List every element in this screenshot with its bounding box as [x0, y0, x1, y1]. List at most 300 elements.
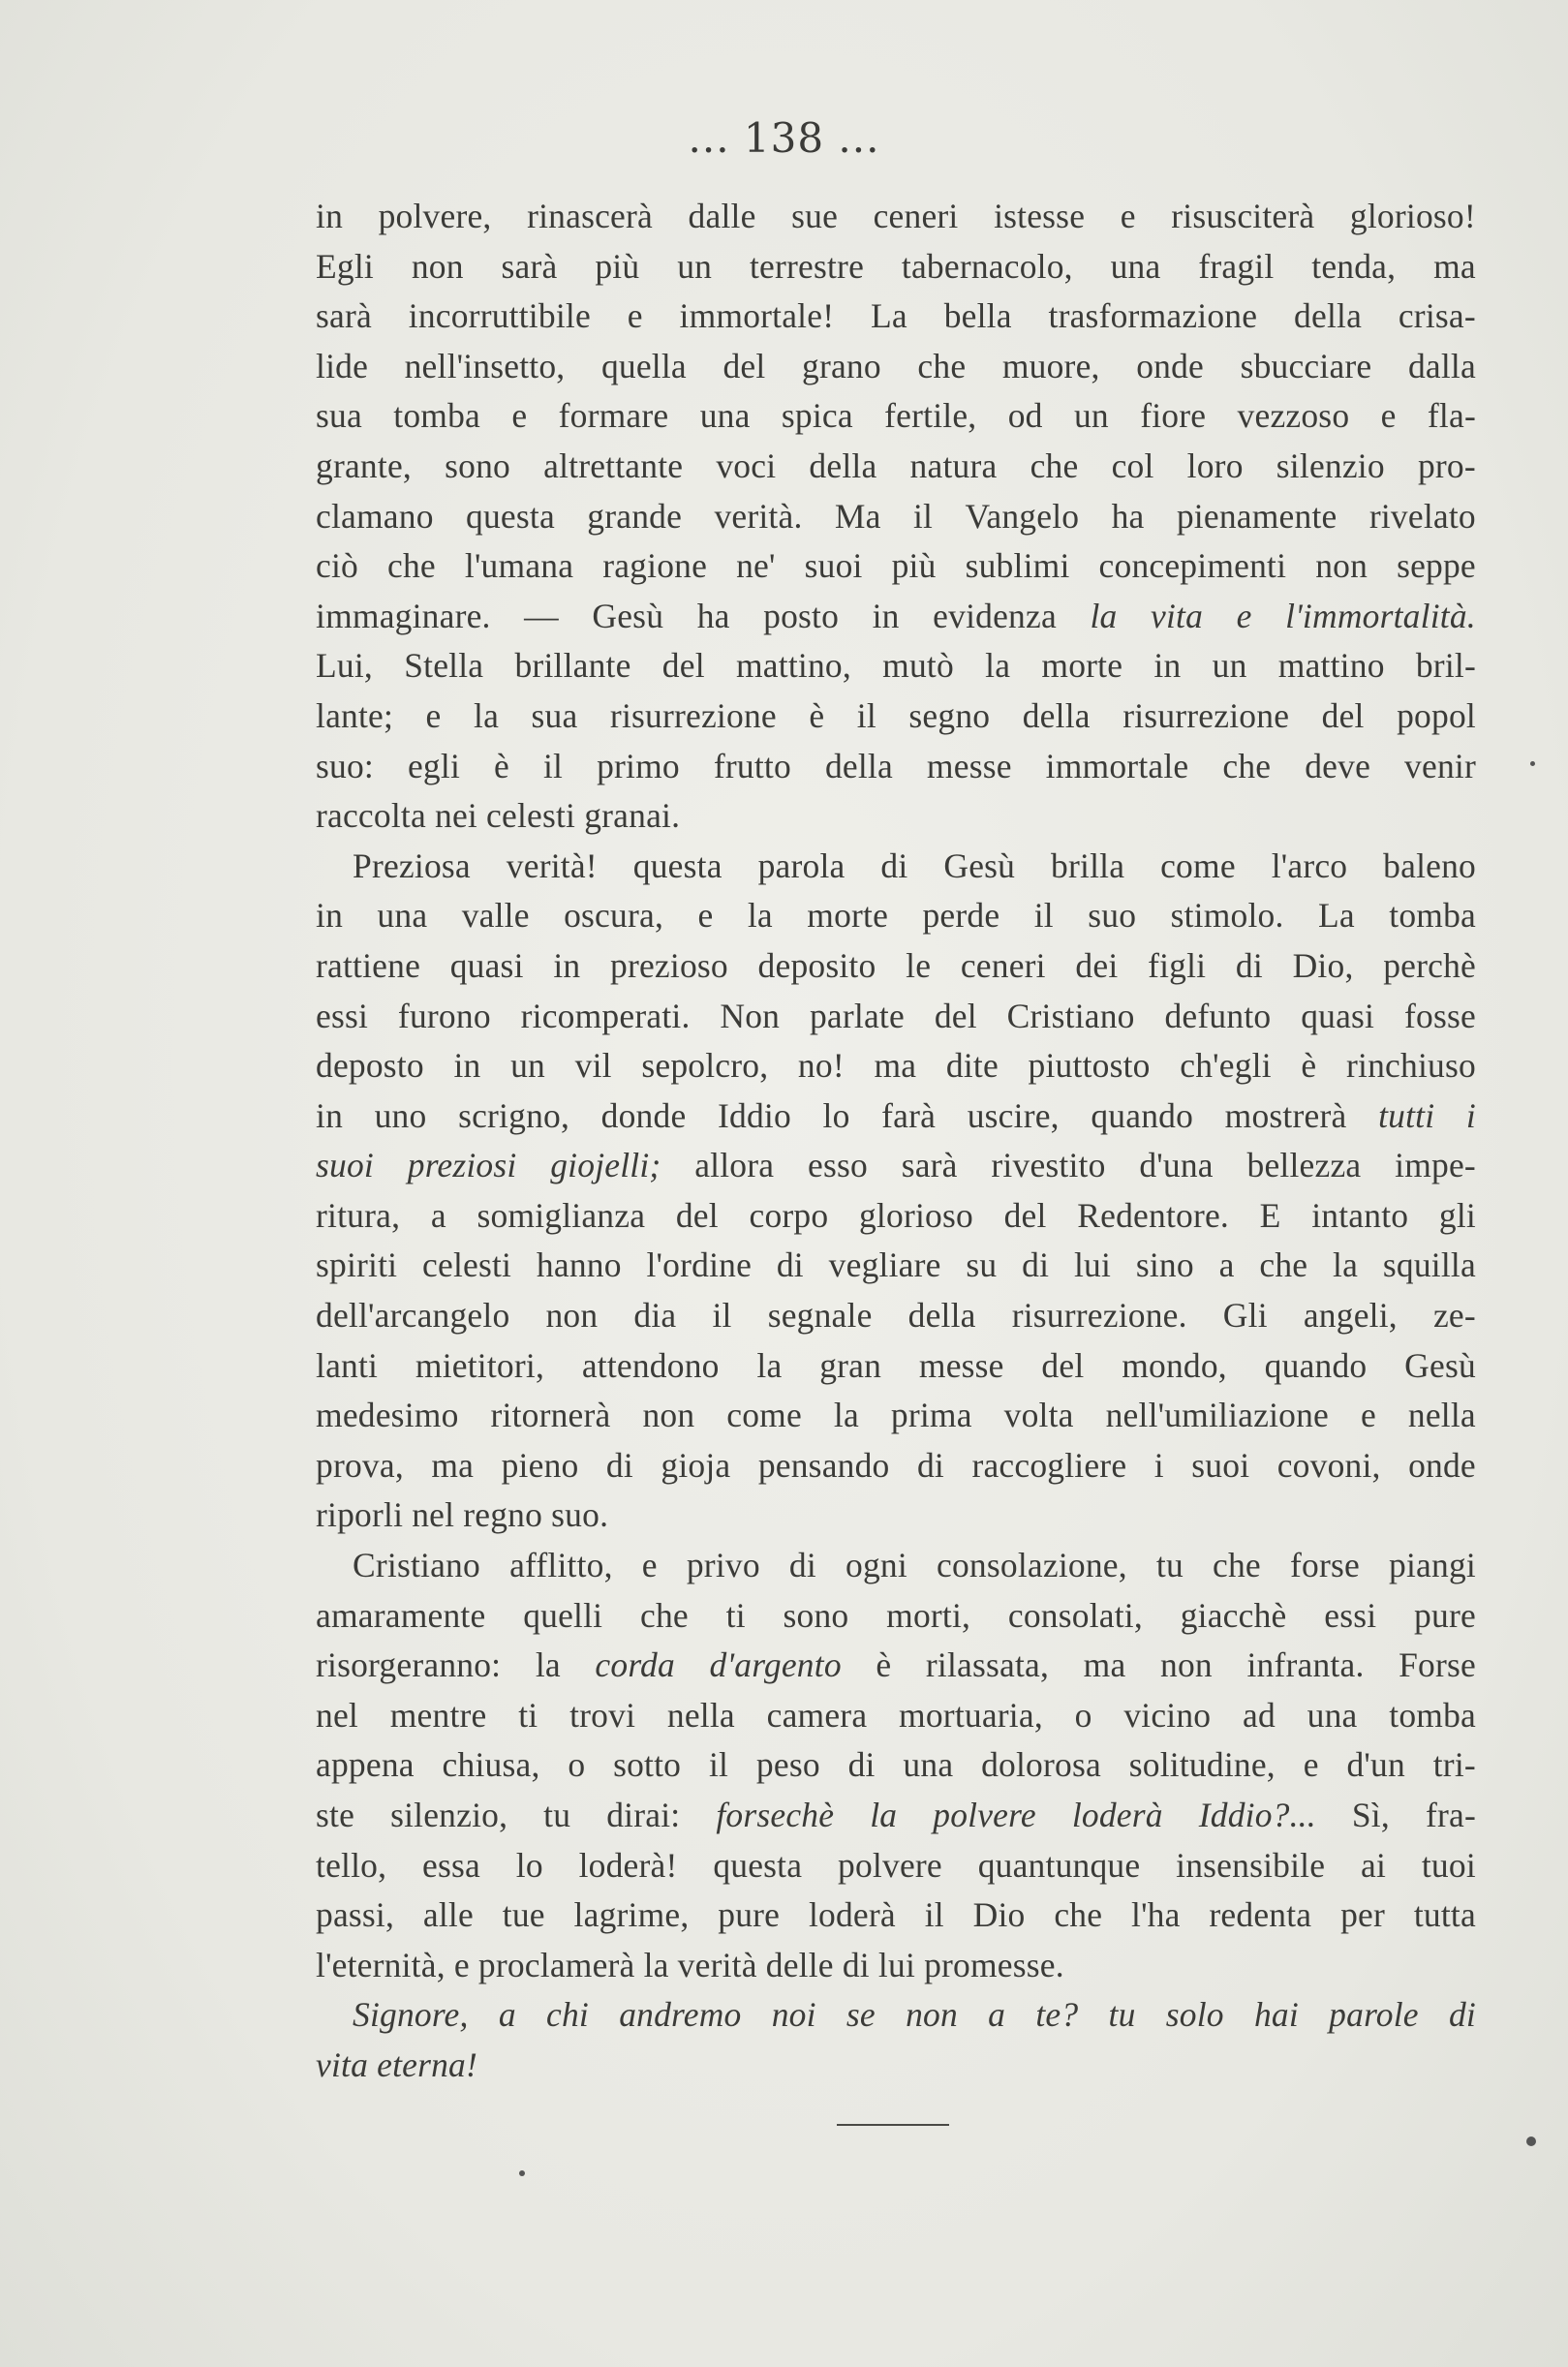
word: l'arco	[1271, 845, 1348, 885]
italic-word: la	[870, 1796, 898, 1834]
word: sua	[316, 396, 362, 436]
word: di	[776, 1245, 804, 1285]
word: la	[747, 896, 773, 936]
word: come	[726, 1396, 802, 1435]
word: farà	[881, 1095, 937, 1135]
word: un	[510, 1046, 546, 1086]
word: dia	[633, 1296, 677, 1336]
word: suo	[1088, 896, 1137, 936]
italic-word: la	[1090, 596, 1118, 635]
word: —	[524, 596, 559, 635]
word: Sì,	[1351, 1796, 1390, 1834]
text-line	[316, 641, 1476, 692]
word: quando	[1091, 1095, 1194, 1135]
word: più	[595, 246, 640, 286]
word: somiglianza	[477, 1195, 646, 1235]
word: è	[809, 695, 825, 735]
word: ha	[1111, 496, 1145, 536]
text-line	[316, 692, 1476, 742]
italic-word: i	[1465, 1095, 1476, 1135]
word: questa	[713, 1845, 803, 1885]
word: quantunque	[977, 1845, 1141, 1885]
word: mentre	[389, 1695, 487, 1735]
word: che	[387, 546, 436, 586]
word: più	[891, 546, 937, 586]
word: angeli,	[1303, 1296, 1398, 1336]
italic-word: solo	[1165, 1995, 1224, 2035]
word: tutta	[1413, 1895, 1476, 1935]
text-line	[316, 941, 1476, 992]
text-line	[316, 242, 1476, 292]
word: e	[1303, 1745, 1319, 1785]
italic-word: suoi	[316, 1146, 374, 1185]
word: passi,	[316, 1895, 395, 1935]
italic-word: e	[1236, 596, 1252, 635]
text-line	[316, 492, 1476, 542]
italic-word: noi	[771, 1995, 816, 2035]
word: il	[1033, 896, 1054, 936]
word: col	[1111, 446, 1154, 485]
word: in	[316, 1095, 344, 1135]
word: suoi	[1191, 1445, 1250, 1485]
word: Vangelo	[965, 496, 1080, 536]
word: bella	[943, 296, 1012, 336]
word: e	[641, 1546, 658, 1585]
word: fragil	[1198, 246, 1275, 286]
word: medesimo	[316, 1396, 459, 1435]
italic-word: preziosi	[407, 1146, 517, 1185]
italic-word: a	[988, 1995, 1006, 2035]
word: silenzio	[1276, 446, 1385, 485]
italic-word: chi	[545, 1995, 589, 2035]
text-line	[316, 891, 1476, 941]
word: glorioso	[858, 1195, 973, 1235]
text-line	[316, 842, 1476, 892]
italic-word: loderà	[1071, 1796, 1163, 1834]
word: celesti	[422, 1245, 512, 1285]
word: morte	[1041, 646, 1123, 686]
word: donde	[600, 1095, 687, 1135]
ink-speck	[519, 2170, 525, 2176]
word: Forse	[1399, 1645, 1476, 1685]
text-line	[316, 1740, 1476, 1791]
word: rinascerà	[527, 197, 653, 235]
word: Preziosa	[353, 845, 471, 885]
text-line	[316, 1291, 1476, 1341]
word: piangi	[1389, 1546, 1476, 1585]
page-number: ... 138 ...	[688, 114, 880, 162]
word: Dio	[972, 1895, 1026, 1935]
word: non	[545, 1296, 599, 1336]
italic-word: te?	[1035, 1995, 1079, 2035]
word: ma	[874, 1046, 917, 1086]
word: parola	[757, 845, 845, 885]
word: che	[1213, 1546, 1261, 1585]
word: seppe	[1397, 546, 1476, 586]
text-line	[316, 1541, 1476, 1591]
word: defunto	[1164, 996, 1272, 1035]
word: ti	[725, 1595, 746, 1635]
word: ceneri	[960, 945, 1046, 985]
word: rinchiuso	[1346, 1046, 1476, 1086]
end-rule	[837, 2124, 949, 2126]
word: ad	[1243, 1695, 1276, 1735]
text-line	[316, 1491, 1476, 1541]
word: onde	[1408, 1445, 1476, 1485]
word: lide	[316, 346, 369, 385]
word: no!	[797, 1046, 845, 1086]
word: loderà	[808, 1895, 896, 1935]
word: una	[377, 896, 428, 936]
italic-word: polvere	[933, 1796, 1036, 1834]
word: una	[699, 396, 751, 436]
word: Gesù	[943, 845, 1016, 885]
word: e	[1360, 1396, 1376, 1435]
word: La	[871, 296, 907, 336]
word: insensibile	[1176, 1845, 1326, 1885]
word: in	[316, 896, 344, 936]
italic-text: vita eterna!	[316, 2044, 478, 2084]
word: squilla	[1382, 1245, 1476, 1285]
word: che	[1259, 1245, 1308, 1285]
italic-word: vita	[1150, 596, 1204, 635]
word: infranta.	[1246, 1645, 1365, 1685]
word: E	[1259, 1195, 1281, 1235]
word: privo	[686, 1546, 760, 1585]
word: un	[1073, 396, 1109, 436]
italic-word: andremo	[619, 1995, 742, 2035]
word: Gesù	[1404, 1345, 1476, 1385]
text-line	[316, 1641, 1476, 1691]
italic-word: se	[845, 1995, 876, 2035]
word: corpo	[749, 1195, 829, 1235]
word: dei	[1075, 945, 1119, 985]
word: rivestito	[991, 1146, 1106, 1185]
text-segment: raccolta nei celesti granai.	[316, 796, 681, 836]
word: e	[697, 896, 714, 936]
word: tu	[543, 1796, 571, 1834]
word: tue	[502, 1895, 545, 1935]
word: il	[712, 1296, 732, 1336]
word: di	[788, 1546, 816, 1585]
word: è	[1301, 1046, 1317, 1086]
word: volta	[1003, 1396, 1074, 1435]
text-line	[316, 1990, 1476, 2041]
word: verità!	[506, 845, 598, 885]
word: gli	[1438, 1195, 1476, 1235]
word: sino	[1135, 1245, 1194, 1285]
word: del	[1041, 1345, 1085, 1385]
italic-word: di	[1448, 1995, 1476, 2035]
word: la	[1333, 1245, 1359, 1285]
text-line	[316, 742, 1476, 792]
word: Stella	[404, 646, 484, 686]
word: e	[627, 296, 643, 336]
text-segment: riporli nel regno suo.	[316, 1495, 609, 1535]
word: fosse	[1403, 996, 1476, 1035]
word: dalla	[1407, 346, 1476, 385]
word: figli	[1148, 945, 1207, 985]
word: hanno	[536, 1245, 622, 1285]
word: gran	[819, 1345, 882, 1385]
word: l'umana	[464, 546, 574, 586]
text-line	[316, 1191, 1476, 1242]
word: covoni,	[1276, 1445, 1381, 1485]
word: e	[1380, 396, 1397, 436]
word: ma	[431, 1445, 475, 1485]
word: nella	[666, 1695, 735, 1735]
text-line	[316, 1241, 1476, 1291]
text-line	[316, 2041, 1476, 2091]
word: gioja	[661, 1445, 731, 1485]
word: pure	[718, 1895, 781, 1935]
word: polvere,	[378, 197, 492, 235]
text-line	[316, 1591, 1476, 1642]
text-line	[316, 1391, 1476, 1441]
word: clamano	[316, 496, 434, 536]
word: di	[1235, 945, 1263, 985]
word: allora	[694, 1146, 775, 1185]
word: in	[1153, 646, 1182, 686]
italic-word: l'immortalità.	[1285, 596, 1476, 635]
word: alle	[422, 1895, 474, 1935]
word: tomba	[393, 396, 480, 436]
word: di	[605, 1445, 633, 1485]
word: sublimi	[965, 546, 1070, 586]
word: il	[708, 1745, 729, 1785]
text-line	[316, 791, 1476, 842]
italic-word: Signore,	[353, 1995, 469, 2035]
word: spica	[781, 396, 853, 436]
word: giacchè	[1180, 1595, 1287, 1635]
word: od	[1007, 396, 1043, 436]
word: ogni	[845, 1546, 907, 1585]
word: morti,	[886, 1595, 971, 1635]
word: l'ordine	[646, 1245, 753, 1285]
word: deposito	[757, 945, 876, 985]
word: sbucciare	[1240, 346, 1372, 385]
word: ste	[316, 1796, 355, 1834]
word: Cristiano	[353, 1546, 480, 1585]
word: lui	[1073, 1245, 1112, 1285]
word: lanti	[316, 1345, 379, 1385]
word: sotto	[613, 1745, 682, 1785]
word: ceneri	[873, 197, 959, 235]
word: nell'umiliazione	[1105, 1396, 1330, 1435]
word: ma	[1433, 246, 1476, 286]
word: non	[1315, 546, 1368, 586]
word: che	[1054, 1895, 1103, 1935]
word: di	[1022, 1245, 1050, 1285]
italic-word: Iddio?...	[1198, 1796, 1316, 1834]
word: nell'insetto,	[404, 346, 566, 385]
word: perde	[922, 896, 1000, 936]
word: è	[494, 746, 509, 785]
word: tri-	[1432, 1745, 1476, 1785]
word: bellezza	[1246, 1146, 1362, 1185]
word: o	[568, 1745, 586, 1785]
word: lagrime,	[573, 1895, 690, 1935]
word: la	[833, 1396, 859, 1435]
word: concepimenti	[1098, 546, 1287, 586]
word: Dio,	[1292, 945, 1354, 985]
word: suo:	[316, 746, 374, 785]
word: loro	[1186, 446, 1244, 485]
word: grano	[802, 346, 881, 385]
text-line	[316, 1791, 1476, 1841]
word: polvere	[838, 1845, 942, 1885]
word: tello,	[316, 1845, 387, 1885]
word: del	[723, 346, 766, 385]
word: fertile,	[884, 396, 977, 436]
word: e	[425, 695, 442, 735]
word: Egli	[316, 246, 374, 286]
word: di	[916, 1445, 944, 1485]
word: brilla	[1051, 845, 1125, 885]
word: vicino	[1123, 1695, 1212, 1735]
text-line	[316, 992, 1476, 1042]
word: rilassata,	[925, 1645, 1050, 1685]
word: lante;	[316, 695, 394, 735]
word: un	[1212, 646, 1247, 686]
word: fla-	[1427, 396, 1476, 436]
word: valle	[461, 896, 530, 936]
word: popol	[1397, 695, 1476, 735]
word: pro-	[1417, 446, 1476, 485]
word: della	[809, 446, 877, 485]
word: le	[906, 945, 932, 985]
text-line	[316, 1141, 1476, 1191]
word: venir	[1404, 746, 1476, 785]
word: verità.	[714, 496, 803, 536]
word: ha	[696, 596, 730, 635]
word: istesse	[994, 197, 1086, 235]
text-line	[316, 391, 1476, 442]
word: risurrezione	[1122, 695, 1290, 735]
word: evidenza	[933, 596, 1057, 635]
word: parlate	[809, 996, 905, 1035]
word: uno	[374, 1095, 427, 1135]
word: questa	[466, 496, 555, 536]
text-line	[316, 192, 1476, 242]
word: o	[1074, 1695, 1092, 1735]
text-line	[316, 292, 1476, 342]
ink-speck	[1526, 2136, 1536, 2146]
word: solitudine,	[1128, 1745, 1276, 1785]
word: ricomperati.	[520, 996, 691, 1035]
word: afflitto,	[509, 1546, 613, 1585]
word: che	[640, 1595, 689, 1635]
word: glorioso!	[1349, 197, 1476, 235]
word: tomba	[1389, 896, 1476, 936]
word: primo	[597, 746, 680, 785]
word: ragione	[602, 546, 708, 586]
text-line	[316, 342, 1476, 392]
word: uscire,	[967, 1095, 1060, 1135]
text-segment: l'eternità, e proclamerà la verità delle di lui promesse.	[316, 1945, 1064, 1984]
word: deve	[1305, 746, 1371, 785]
word: muore,	[1001, 346, 1100, 385]
word: rivelato	[1368, 496, 1476, 536]
word: di	[880, 845, 908, 885]
word: silenzio,	[390, 1796, 508, 1834]
word: frutto	[713, 746, 791, 785]
word: a	[430, 1195, 446, 1235]
word: quelli	[523, 1595, 603, 1635]
word: voci	[716, 446, 777, 485]
word: nel	[316, 1695, 358, 1735]
word: egli	[407, 746, 461, 785]
word: Non	[720, 996, 781, 1035]
word: in	[872, 596, 900, 635]
word: dolorosa	[981, 1745, 1101, 1785]
word: sarà	[501, 246, 558, 286]
word: deposto	[316, 1046, 424, 1086]
word: la	[985, 646, 1011, 686]
word: Cristiano	[1006, 996, 1135, 1035]
text-line	[316, 1941, 1476, 1991]
word: in	[553, 945, 581, 985]
word: lo	[822, 1095, 850, 1135]
word: appena	[316, 1745, 415, 1785]
word: impe-	[1395, 1146, 1476, 1185]
word: e	[511, 396, 528, 436]
text-line	[316, 1691, 1476, 1741]
word: quella	[600, 346, 687, 385]
word: essa	[421, 1845, 480, 1885]
italic-word: corda	[595, 1645, 675, 1685]
italic-word: tutti	[1378, 1095, 1435, 1135]
word: sarà	[316, 296, 372, 336]
word: trovi	[569, 1695, 636, 1735]
word: del	[1003, 1195, 1047, 1235]
word: loderà!	[578, 1845, 678, 1885]
word: Gesù	[592, 596, 664, 635]
word: mondo,	[1122, 1345, 1227, 1385]
word: in	[453, 1046, 481, 1086]
word: segno	[908, 695, 991, 735]
word: d'un	[1346, 1745, 1405, 1785]
word: mattino	[1277, 646, 1385, 686]
word: ne'	[736, 546, 776, 586]
word: quasi	[1301, 996, 1375, 1035]
word: sue	[791, 197, 839, 235]
italic-word: forsechè	[716, 1796, 835, 1834]
word: intanto	[1311, 1195, 1409, 1235]
word: sepolcro,	[641, 1046, 769, 1086]
word: brillante	[514, 646, 631, 686]
word: ritornerà	[490, 1396, 611, 1435]
word: vezzoso	[1237, 396, 1350, 436]
word: grande	[587, 496, 683, 536]
word: camera	[766, 1695, 868, 1735]
word: questa	[632, 845, 723, 885]
word: trasformazione	[1048, 296, 1258, 336]
word: un	[677, 246, 713, 286]
word: rattiene	[316, 945, 421, 985]
word: La	[1318, 896, 1355, 936]
word: risorgeranno:	[316, 1645, 502, 1685]
word: risusciterà	[1171, 197, 1315, 235]
text-line	[316, 592, 1476, 642]
text-line	[316, 541, 1476, 592]
word: grante,	[316, 446, 412, 485]
text-line	[316, 1891, 1476, 1941]
word: formare	[558, 396, 669, 436]
word: sono	[783, 1595, 849, 1635]
word: tu	[1155, 1546, 1184, 1585]
word: di	[847, 1745, 876, 1785]
